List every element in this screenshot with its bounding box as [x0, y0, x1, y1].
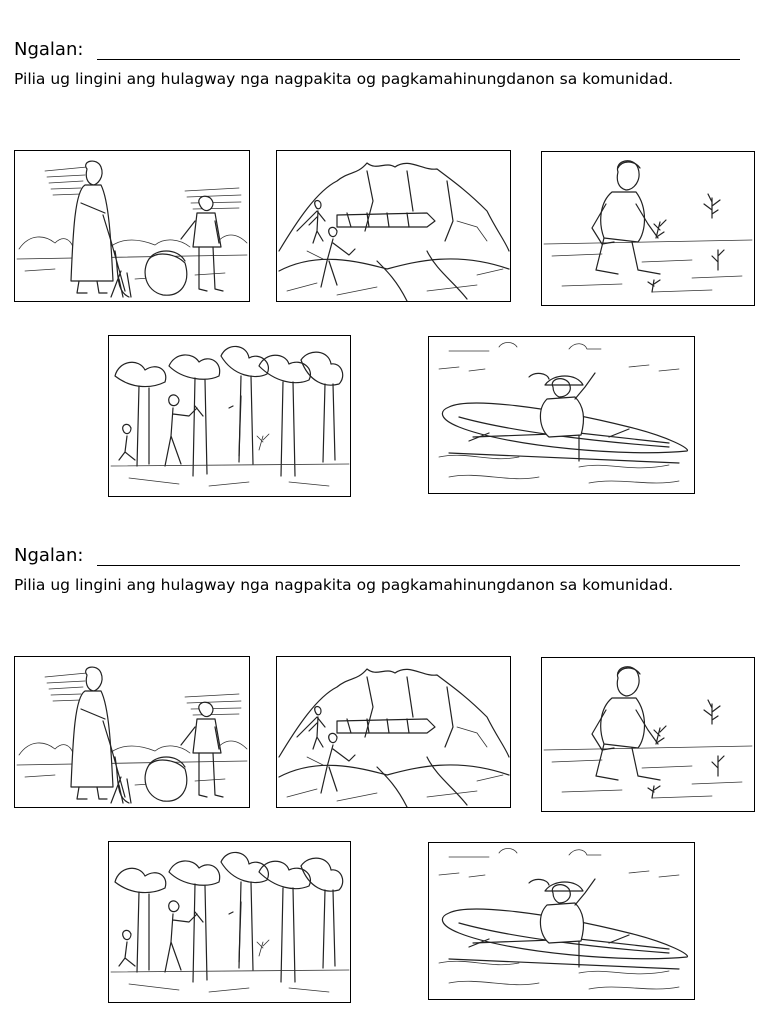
picture-sweeping[interactable] [14, 150, 250, 302]
picture-fishing[interactable] [428, 842, 695, 1000]
picture-planting[interactable] [541, 151, 755, 306]
man-planting-seedlings-drawing [542, 658, 754, 811]
man-cutting-trees-drawing [109, 336, 350, 496]
man-planting-seedlings-drawing [542, 152, 754, 305]
woman-sweeping-boy-with-sack-drawing [15, 657, 249, 807]
picture-tree-cutting[interactable] [108, 841, 351, 1003]
name-blank-line[interactable] [97, 59, 740, 60]
worksheet-top [0, 0, 768, 506]
fisherman-in-boat-drawing [429, 843, 694, 999]
instruction-text: Pilia ug lingini ang hulagway nga nagpakita og pagkamahinungdanon sa komunidad. [14, 576, 674, 594]
name-label: Ngalan: [14, 39, 84, 60]
name-blank-line[interactable] [97, 565, 740, 566]
picture-fishing[interactable] [428, 336, 695, 494]
man-cutting-trees-drawing [109, 842, 350, 1002]
picture-sweeping[interactable] [14, 656, 250, 808]
name-field[interactable] [14, 544, 744, 570]
fisherman-in-boat-drawing [429, 337, 694, 493]
worksheet-bottom [0, 506, 768, 1012]
instruction-text: Pilia ug lingini ang hulagway nga nagpakita og pagkamahinungdanon sa komunidad. [14, 70, 674, 88]
miners-on-mountain-drawing [277, 657, 510, 807]
picture-tree-cutting[interactable] [108, 335, 351, 497]
miners-on-mountain-drawing [277, 151, 510, 301]
name-label: Ngalan: [14, 545, 84, 566]
name-field[interactable] [14, 38, 744, 64]
picture-planting[interactable] [541, 657, 755, 812]
picture-mining[interactable] [276, 656, 511, 808]
woman-sweeping-boy-with-sack-drawing [15, 151, 249, 301]
picture-mining[interactable] [276, 150, 511, 302]
